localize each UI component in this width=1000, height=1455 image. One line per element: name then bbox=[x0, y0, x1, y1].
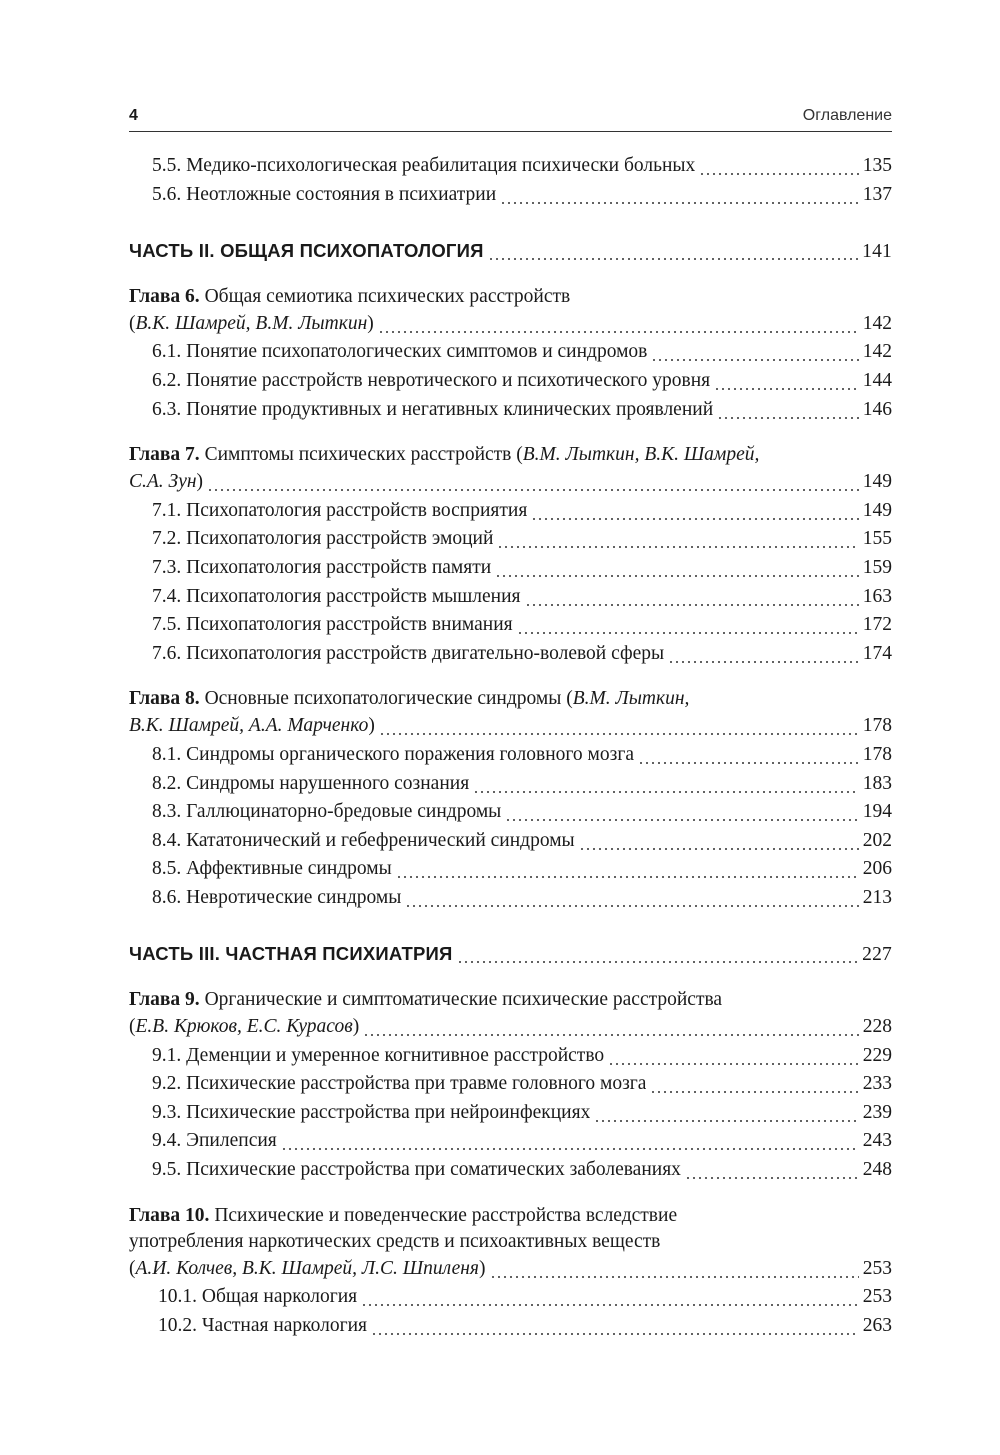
toc-entry-9-3[interactable]: 9.3. Психические расстройства при нейроинфекциях 239 bbox=[129, 1099, 892, 1128]
toc-entry-6-3[interactable]: 6.3. Понятие продуктивных и негативных клинических проявлений 146 bbox=[129, 396, 892, 425]
chapter-7-authors[interactable]: С.А. Зун) 149 bbox=[129, 468, 892, 497]
toc-entry-9-4[interactable]: 9.4. Эпилепсия 243 bbox=[129, 1127, 892, 1156]
chapter-6-authors[interactable]: (В.К. Шамрей, В.М. Лыткин) 142 bbox=[129, 310, 892, 339]
toc-entry-9-2[interactable]: 9.2. Психические расстройства при травме головного мозга 233 bbox=[129, 1070, 892, 1099]
chapter-10-heading-cont[interactable]: употребления наркотических средств и психоактивных веществ bbox=[129, 1230, 661, 1252]
chapter-9-heading[interactable]: Глава 9. Органические и симптоматические психические расстройства bbox=[129, 989, 723, 1011]
toc-entry-8-4[interactable]: 8.4. Кататонический и гебефренический синдромы 202 bbox=[129, 827, 892, 856]
page-number: 4 bbox=[129, 107, 138, 124]
toc-entry-9-5[interactable]: 9.5. Психические расстройства при соматических заболеваниях 248 bbox=[129, 1156, 892, 1185]
chapter-8-authors[interactable]: В.К. Шамрей, А.А. Марченко) 178 bbox=[129, 712, 892, 741]
toc-entry-7-3[interactable]: 7.3. Психопатология расстройств памяти 159 bbox=[129, 554, 892, 583]
toc-entry-8-1[interactable]: 8.1. Синдромы органического поражения головного мозга 178 bbox=[129, 741, 892, 770]
toc-entry-8-6[interactable]: 8.6. Невротические синдромы 213 bbox=[129, 884, 892, 913]
toc-entry-7-2[interactable]: 7.2. Психопатология расстройств эмоций 155 bbox=[129, 525, 892, 554]
toc-entry-7-1[interactable]: 7.1. Психопатология расстройств восприятия 149 bbox=[129, 497, 892, 526]
toc-part-3[interactable]: ЧАСТЬ III. ЧАСТНАЯ ПСИХИАТРИЯ 227 bbox=[129, 940, 892, 969]
toc-entry-6-1[interactable]: 6.1. Понятие психопатологических симптомов и синдромов 142 bbox=[129, 338, 892, 367]
toc-entry-7-6[interactable]: 7.6. Психопатология расстройств двигательно-волевой сферы 174 bbox=[129, 640, 892, 669]
toc-part-2[interactable]: ЧАСТЬ II. ОБЩАЯ ПСИХОПАТОЛОГИЯ 141 bbox=[129, 237, 892, 266]
chapter-8-heading[interactable]: Глава 8. Основные психопатологические синдромы (В.М. Лыткин, bbox=[129, 688, 690, 710]
toc-entry-10-1[interactable]: 10.1. Общая наркология 253 bbox=[129, 1283, 892, 1312]
toc-entry-8-3[interactable]: 8.3. Галлюцинаторно-бредовые синдромы 194 bbox=[129, 798, 892, 827]
header-title: Оглавление bbox=[802, 107, 892, 124]
chapter-6-heading[interactable]: Глава 6. Общая семиотика психических расстройств bbox=[129, 285, 571, 307]
toc-entry-7-4[interactable]: 7.4. Психопатология расстройств мышления 163 bbox=[129, 583, 892, 612]
toc-entry-6-2[interactable]: 6.2. Понятие расстройств невротического и психотического уровня 144 bbox=[129, 367, 892, 396]
chapter-10-heading[interactable]: Глава 10. Психические и поведенческие расстройства вследствие bbox=[129, 1204, 678, 1226]
toc-entry-10-2[interactable]: 10.2. Частная наркология 263 bbox=[129, 1312, 892, 1341]
chapter-9-authors[interactable]: (Е.В. Крюков, Е.С. Курасов) 228 bbox=[129, 1013, 892, 1042]
toc-entry-7-5[interactable]: 7.5. Психопатология расстройств внимания 172 bbox=[129, 611, 892, 640]
toc-entry-8-2[interactable]: 8.2. Синдромы нарушенного сознания 183 bbox=[129, 770, 892, 799]
toc-entry-8-5[interactable]: 8.5. Аффективные синдромы 206 bbox=[129, 855, 892, 884]
running-header bbox=[129, 105, 892, 132]
toc-entry-5-5[interactable]: 5.5. Медико-психологическая реабилитация психически больных 135 bbox=[129, 152, 892, 181]
chapter-7-heading[interactable]: Глава 7. Симптомы психических расстройств (В.М. Лыткин, В.К. Шамрей, bbox=[129, 444, 760, 466]
chapter-10-authors[interactable]: (А.И. Колчев, В.К. Шамрей, Л.С. Шпиленя) 253 bbox=[129, 1255, 892, 1284]
table-of-contents bbox=[129, 152, 892, 1340]
toc-entry-5-6[interactable]: 5.6. Неотложные состояния в психиатрии 137 bbox=[129, 181, 892, 210]
toc-entry-9-1[interactable]: 9.1. Деменции и умеренное когнитивное расстройство 229 bbox=[129, 1042, 892, 1071]
